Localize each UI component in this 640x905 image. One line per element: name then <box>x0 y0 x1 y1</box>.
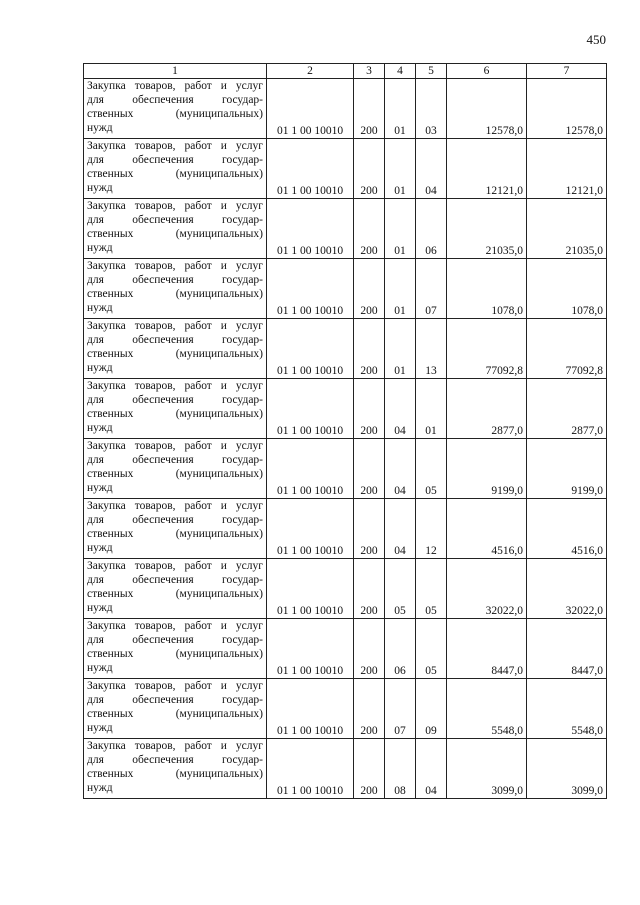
description-line: ственных (муниципальных) <box>87 708 263 720</box>
table-row <box>84 739 607 799</box>
expense-type-cell: 200 <box>354 439 385 499</box>
subsection-cell: 05 <box>416 619 447 679</box>
description-line: Закупка товаров, работ и услуг <box>87 200 263 212</box>
amount-cell-col7: 4516,0 <box>527 499 607 559</box>
row-description <box>84 259 267 319</box>
description-line: для обеспечения государ- <box>87 154 263 166</box>
row-description <box>84 679 267 739</box>
description-line: для обеспечения государ- <box>87 334 263 346</box>
row-description <box>84 739 267 799</box>
section-cell: 01 <box>385 199 416 259</box>
description-line: нужд <box>87 122 113 134</box>
row-description <box>84 79 267 139</box>
description-line: для обеспечения государ- <box>87 514 263 526</box>
section-cell: 06 <box>385 619 416 679</box>
description-line: для обеспечения государ- <box>87 454 263 466</box>
expense-type-cell: 200 <box>354 319 385 379</box>
description-line: для обеспечения государ- <box>87 214 263 226</box>
amount-cell-col7: 2877,0 <box>527 379 607 439</box>
budget-table <box>83 63 607 799</box>
subsection-cell: 03 <box>416 79 447 139</box>
description-line: Закупка товаров, работ и услуг <box>87 320 263 332</box>
expense-type-cell: 200 <box>354 619 385 679</box>
section-cell: 01 <box>385 139 416 199</box>
amount-cell-col7: 5548,0 <box>527 679 607 739</box>
table-row <box>84 259 607 319</box>
amount-cell-col7: 32022,0 <box>527 559 607 619</box>
description-line: для обеспечения государ- <box>87 274 263 286</box>
description-line: Закупка товаров, работ и услуг <box>87 500 263 512</box>
column-header: 5 <box>416 64 447 79</box>
table-row <box>84 439 607 499</box>
amount-cell-col7: 21035,0 <box>527 199 607 259</box>
subsection-cell: 09 <box>416 679 447 739</box>
column-header: 4 <box>385 64 416 79</box>
subsection-cell: 05 <box>416 559 447 619</box>
subsection-cell: 07 <box>416 259 447 319</box>
subsection-cell: 05 <box>416 439 447 499</box>
row-description <box>84 139 267 199</box>
subsection-cell: 04 <box>416 739 447 799</box>
description-line: Закупка товаров, работ и услуг <box>87 80 263 92</box>
amount-cell-col6: 8447,0 <box>447 619 527 679</box>
table-row <box>84 559 607 619</box>
budget-code-cell: 01 1 00 10010 <box>267 679 354 739</box>
subsection-cell: 06 <box>416 199 447 259</box>
table-row <box>84 499 607 559</box>
description-line: Закупка товаров, работ и услуг <box>87 560 263 572</box>
amount-cell-col6: 4516,0 <box>447 499 527 559</box>
page-number: 450 <box>586 32 606 47</box>
description-line: нужд <box>87 242 113 254</box>
description-line: ственных (муниципальных) <box>87 228 263 240</box>
expense-type-cell: 200 <box>354 559 385 619</box>
section-cell: 04 <box>385 499 416 559</box>
description-line: ственных (муниципальных) <box>87 768 263 780</box>
description-line: ственных (муниципальных) <box>87 348 263 360</box>
row-description <box>84 439 267 499</box>
amount-cell-col6: 77092,8 <box>447 319 527 379</box>
table-row <box>84 319 607 379</box>
section-cell: 01 <box>385 259 416 319</box>
expense-type-cell: 200 <box>354 139 385 199</box>
description-line: ственных (муниципальных) <box>87 528 263 540</box>
budget-code-cell: 01 1 00 10010 <box>267 439 354 499</box>
header-row <box>84 64 607 79</box>
description-line: Закупка товаров, работ и услуг <box>87 620 263 632</box>
column-header: 3 <box>354 64 385 79</box>
row-description <box>84 499 267 559</box>
description-line: нужд <box>87 182 113 194</box>
expense-type-cell: 200 <box>354 679 385 739</box>
amount-cell-col6: 32022,0 <box>447 559 527 619</box>
table-row <box>84 199 607 259</box>
section-cell: 07 <box>385 679 416 739</box>
description-line: нужд <box>87 782 113 794</box>
budget-code-cell: 01 1 00 10010 <box>267 499 354 559</box>
budget-code-cell: 01 1 00 10010 <box>267 319 354 379</box>
budget-code-cell: 01 1 00 10010 <box>267 199 354 259</box>
row-description <box>84 319 267 379</box>
column-header: 1 <box>84 64 267 79</box>
description-line: ственных (муниципальных) <box>87 288 263 300</box>
description-line: ственных (муниципальных) <box>87 648 263 660</box>
description-line: Закупка товаров, работ и услуг <box>87 440 263 452</box>
amount-cell-col7: 12578,0 <box>527 79 607 139</box>
amount-cell-col7: 8447,0 <box>527 619 607 679</box>
section-cell: 08 <box>385 739 416 799</box>
amount-cell-col6: 5548,0 <box>447 679 527 739</box>
description-line: Закупка товаров, работ и услуг <box>87 380 263 392</box>
description-line: ственных (муниципальных) <box>87 168 263 180</box>
expense-type-cell: 200 <box>354 79 385 139</box>
description-line: нужд <box>87 422 113 434</box>
description-line: нужд <box>87 302 113 314</box>
expense-type-cell: 200 <box>354 379 385 439</box>
description-line: нужд <box>87 662 113 674</box>
section-cell: 05 <box>385 559 416 619</box>
table-row <box>84 679 607 739</box>
amount-cell-col7: 12121,0 <box>527 139 607 199</box>
amount-cell-col6: 12578,0 <box>447 79 527 139</box>
description-line: для обеспечения государ- <box>87 634 263 646</box>
row-description <box>84 379 267 439</box>
description-line: ственных (муниципальных) <box>87 108 263 120</box>
table-row <box>84 139 607 199</box>
amount-cell-col7: 1078,0 <box>527 259 607 319</box>
amount-cell-col6: 12121,0 <box>447 139 527 199</box>
column-header: 6 <box>447 64 527 79</box>
table-row <box>84 79 607 139</box>
description-line: ственных (муниципальных) <box>87 408 263 420</box>
expense-type-cell: 200 <box>354 499 385 559</box>
amount-cell-col7: 9199,0 <box>527 439 607 499</box>
amount-cell-col6: 2877,0 <box>447 379 527 439</box>
description-line: нужд <box>87 602 113 614</box>
expense-type-cell: 200 <box>354 739 385 799</box>
section-cell: 04 <box>385 439 416 499</box>
amount-cell-col7: 77092,8 <box>527 319 607 379</box>
amount-cell-col6: 1078,0 <box>447 259 527 319</box>
expense-type-cell: 200 <box>354 199 385 259</box>
subsection-cell: 12 <box>416 499 447 559</box>
expense-type-cell: 200 <box>354 259 385 319</box>
description-line: ственных (муниципальных) <box>87 468 263 480</box>
description-line: нужд <box>87 722 113 734</box>
budget-code-cell: 01 1 00 10010 <box>267 79 354 139</box>
description-line: Закупка товаров, работ и услуг <box>87 260 263 272</box>
budget-code-cell: 01 1 00 10010 <box>267 259 354 319</box>
table-row <box>84 379 607 439</box>
table-row <box>84 619 607 679</box>
budget-code-cell: 01 1 00 10010 <box>267 379 354 439</box>
description-line: нужд <box>87 362 113 374</box>
row-description <box>84 559 267 619</box>
amount-cell-col7: 3099,0 <box>527 739 607 799</box>
description-line: Закупка товаров, работ и услуг <box>87 680 263 692</box>
column-header: 7 <box>527 64 607 79</box>
budget-code-cell: 01 1 00 10010 <box>267 139 354 199</box>
section-cell: 04 <box>385 379 416 439</box>
subsection-cell: 04 <box>416 139 447 199</box>
row-description <box>84 619 267 679</box>
amount-cell-col6: 9199,0 <box>447 439 527 499</box>
section-cell: 01 <box>385 79 416 139</box>
row-description <box>84 199 267 259</box>
section-cell: 01 <box>385 319 416 379</box>
amount-cell-col6: 3099,0 <box>447 739 527 799</box>
description-line: Закупка товаров, работ и услуг <box>87 140 263 152</box>
column-header: 2 <box>267 64 354 79</box>
budget-code-cell: 01 1 00 10010 <box>267 739 354 799</box>
description-line: для обеспечения государ- <box>87 94 263 106</box>
description-line: ственных (муниципальных) <box>87 588 263 600</box>
description-line: нужд <box>87 542 113 554</box>
subsection-cell: 13 <box>416 319 447 379</box>
description-line: для обеспечения государ- <box>87 574 263 586</box>
description-line: Закупка товаров, работ и услуг <box>87 740 263 752</box>
budget-code-cell: 01 1 00 10010 <box>267 619 354 679</box>
description-line: для обеспечения государ- <box>87 394 263 406</box>
description-line: для обеспечения государ- <box>87 694 263 706</box>
subsection-cell: 01 <box>416 379 447 439</box>
description-line: для обеспечения государ- <box>87 754 263 766</box>
budget-code-cell: 01 1 00 10010 <box>267 559 354 619</box>
description-line: нужд <box>87 482 113 494</box>
amount-cell-col6: 21035,0 <box>447 199 527 259</box>
